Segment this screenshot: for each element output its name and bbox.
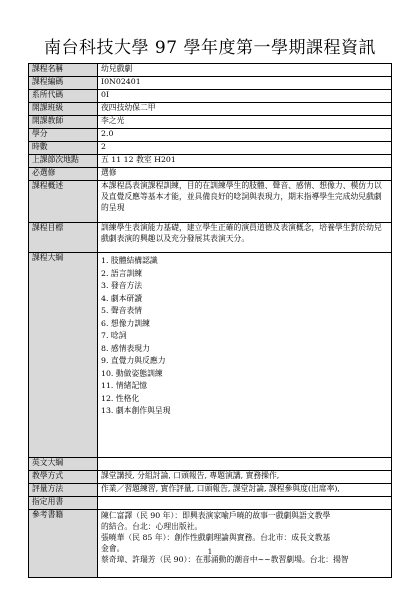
- list-item: 3. 發音方法: [101, 281, 143, 290]
- field-value: 五 11 12 教室 H201: [98, 155, 392, 168]
- field-label: 必選修: [29, 168, 98, 181]
- teaching-label: 教學方式: [29, 471, 98, 484]
- english-outline-value: [98, 458, 392, 471]
- field-label: 時數: [29, 142, 98, 155]
- list-item: 11. 情緒記憶: [101, 381, 148, 390]
- overview-label: 課程概述: [29, 181, 98, 223]
- list-item: 6. 想像力訓練: [101, 318, 150, 328]
- list-item: 12. 性格化: [101, 393, 140, 403]
- table-row: [29, 155, 392, 168]
- table-row: [29, 181, 392, 223]
- table-row: [29, 64, 392, 77]
- textbook-value: [98, 497, 392, 510]
- table-row: [29, 116, 392, 129]
- list-item: 4. 劇本研讀: [101, 293, 143, 303]
- list-item: 7. 唸詞: [101, 331, 127, 340]
- references-label: 參考書籍: [29, 510, 98, 578]
- table-row: [29, 471, 392, 484]
- table-row: [29, 103, 392, 116]
- list-item: 13. 劇本創作與呈現: [101, 406, 171, 415]
- table-row: [29, 484, 392, 497]
- textbook-label: 指定用書: [29, 497, 98, 510]
- list-item: 9. 直覺力與反應力: [101, 356, 166, 365]
- field-label: 課程名稱: [29, 64, 98, 77]
- reference-line: 蔡奇璋、許瑞芳（民 90）：在那涌動的潮音中~~教習劇場。台北：揚智: [101, 555, 349, 564]
- field-value: 2.0: [98, 129, 392, 142]
- field-value: 0I: [98, 90, 392, 103]
- field-label: 上課節次地點: [29, 155, 98, 168]
- goal-label: 課程目標: [29, 223, 98, 253]
- field-label: 系所代碼: [29, 90, 98, 103]
- table-row: [29, 129, 392, 142]
- english-outline-label: 英文大綱: [29, 458, 98, 471]
- table-row: [29, 77, 392, 90]
- overview-text: 本課程爲表演課程訓練，目的在訓練學生的肢體、聲音、感情、想像力、模仿力以及直覺反應等基本才能，並具備良好的唸詞與表現力，期末指導學生完成幼兒戲劇的呈現: [98, 181, 392, 223]
- course-info-table: [28, 63, 392, 578]
- table-row: [29, 497, 392, 510]
- reference-line: 張曉華（民 85 年）：創作性戲劇理論與實務。台北市：成長文教基: [101, 533, 331, 542]
- field-value: 夜四技幼保二甲: [98, 103, 392, 116]
- field-value: 李之光: [98, 116, 392, 129]
- table-row: [29, 90, 392, 103]
- table-row: [29, 142, 392, 155]
- table-row: [29, 223, 392, 253]
- list-item: 8. 感情表現力: [101, 343, 150, 353]
- assessment-value: 作業／習題練習, 實作評量, 口頭報告, 課堂討論, 課程參與度(出席率),: [98, 484, 392, 497]
- page-title: 南台科技大學 97 學年度第一學期課程資訊: [44, 38, 376, 58]
- field-value: 幼兒戲劇: [98, 64, 392, 77]
- table-row: [29, 510, 392, 578]
- teaching-value: 課堂講授, 分組討論, 口頭報告, 專題演講, 實務操作,: [98, 471, 392, 484]
- goal-text: 訓練學生表演能力基礎，建立學生正確的演員道德及表演概念，培養學生對於幼兒戲劇表演的興趣以及充分發展其表演天分。: [98, 223, 392, 253]
- list-item: 2. 語言訓練: [101, 268, 143, 278]
- reference-line: 的結合。台北：心理出版社。: [101, 522, 203, 531]
- field-label: 課程編碼: [29, 77, 98, 90]
- table-row: [29, 253, 392, 458]
- reference-line: 陳仁富譯（民 90 年）：即興表演家喻戶曉的故事一戲劇與語文教學: [101, 511, 331, 520]
- field-label: 開課教師: [29, 116, 98, 129]
- list-item: 10. 動做姿態訓練: [101, 368, 163, 378]
- table-row: [29, 458, 392, 471]
- field-label: 學分: [29, 129, 98, 142]
- table-row: [29, 168, 392, 181]
- assessment-label: 評量方法: [29, 484, 98, 497]
- outline-cell: [98, 253, 392, 458]
- field-value: 2: [98, 142, 392, 155]
- outline-list: [101, 255, 388, 418]
- page-number: 1: [207, 548, 213, 556]
- list-item: 5. 聲音表情: [101, 306, 143, 315]
- field-value: 選修: [98, 168, 392, 181]
- references-cell: [98, 510, 392, 578]
- field-label: 開課班級: [29, 103, 98, 116]
- reference-line: 金會。: [101, 544, 125, 553]
- list-item: 1. 肢體結構認識: [101, 256, 158, 265]
- field-value: I0N02401: [98, 77, 392, 90]
- outline-label: 課程大綱: [29, 253, 98, 458]
